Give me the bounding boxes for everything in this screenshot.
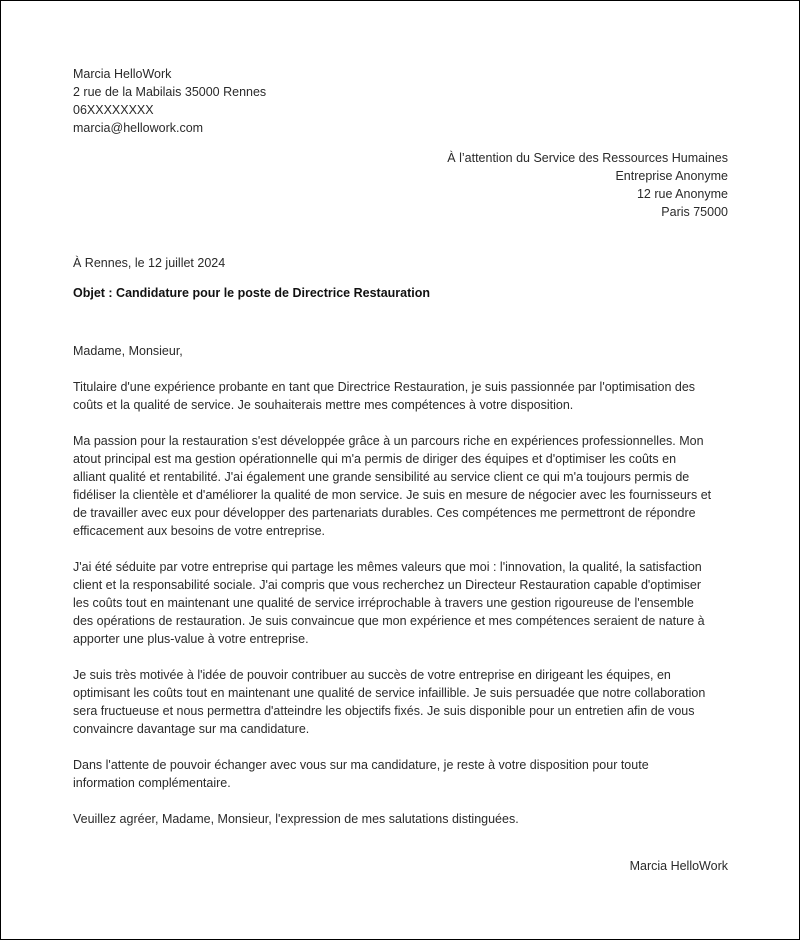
paragraph-line: apporter une plus-value à votre entreprise.	[73, 632, 309, 646]
paragraph-line: Ma passion pour la restauration s'est développée grâce à un parcours riche en expériences professionnelles. Mon	[73, 434, 704, 448]
sender-phone: 06XXXXXXXX	[73, 103, 154, 117]
paragraph-line: sera fructueuse et nous permettra d'atteindre les objectifs fixés. Je suis disponible pour un entretien afin de vous	[73, 704, 695, 718]
paragraph-line: client et la responsabilité sociale. J'ai compris que vous recherchez un Directeur Restauration capable d'optimiser	[73, 578, 702, 592]
paragraph-line: convaincre davantage sur ma candidature.	[73, 722, 310, 736]
subject-line: Objet : Candidature pour le poste de Directrice Restauration	[73, 286, 431, 300]
paragraph-line: Titulaire d'une expérience probante en tant que Directrice Restauration, je suis passionnée par l'optimisation des	[73, 380, 696, 394]
paragraph-line: optimisant les coûts tout en maintenant une qualité de service infaillible. Je suis persuadée que notre collaboration	[73, 686, 706, 700]
paragraph-line: information complémentaire.	[73, 776, 231, 790]
paragraph-line: Je suis très motivée à l'idée de pouvoir contribuer au succès de votre entreprise en dirigeant les équipes, en	[73, 668, 671, 682]
recipient-attention: À l’attention du Service des Ressources Humaines	[447, 151, 728, 165]
paragraph-line: fidéliser la clientèle et d'améliorer la qualité de mon service. Je suis en mesure de négocier avec les fournisseurs et	[73, 488, 712, 502]
closing-formula	[73, 810, 733, 828]
paragraph-line: efficacement aux besoins de votre entreprise.	[73, 524, 325, 538]
letter-body	[73, 342, 733, 846]
paragraph-5	[73, 756, 733, 792]
paragraph-1	[73, 378, 733, 414]
salutation: Madame, Monsieur,	[73, 344, 183, 358]
paragraph-line: J'ai été séduite par votre entreprise qui partage les mêmes valeurs que moi : l'innovation, la qualité, la satisfaction	[73, 560, 702, 574]
sender-email: marcia@hellowork.com	[73, 121, 204, 135]
recipient-street: 12 rue Anonyme	[636, 187, 728, 201]
paragraph-line: Veuillez agréer, Madame, Monsieur, l'expression de mes salutations distinguées.	[73, 812, 519, 826]
paragraph-line: alliant qualité et rentabilité. J'ai également une grande sensibilité au service client ce qui m'a toujours permis de	[73, 470, 690, 484]
paragraph-line: les coûts tout en maintenant une qualité de service irréprochable à travers une gestion rigoureuse de l'ensemble	[73, 596, 694, 610]
paragraph-line: coûts et la qualité de service. Je souhaiterais mettre mes compétences à votre disposition.	[73, 398, 574, 412]
paragraph-2	[73, 432, 733, 540]
sender-address: 2 rue de la Mabilais 35000 Rennes	[73, 85, 267, 99]
sender-block	[73, 65, 266, 137]
date-line: À Rennes, le 12 juillet 2024	[73, 256, 226, 270]
sender-name: Marcia HelloWork	[73, 67, 172, 81]
paragraph-line: des opérations de restauration. Je suis convaincue que mon expérience et mes compétences seraient de nature à	[73, 614, 705, 628]
paragraph-line: atout principal est ma gestion opérationnelle qui m'a permis de diriger des équipes et d'optimiser les coûts en	[73, 452, 677, 466]
recipient-company: Entreprise Anonyme	[615, 169, 728, 183]
signature: Marcia HelloWork	[629, 859, 728, 873]
paragraph-line: de travailler avec eux pour développer des partenariats durables. Ces compétences me permettront de répondre	[73, 506, 696, 520]
recipient-block	[447, 149, 728, 221]
recipient-city: Paris 75000	[661, 205, 728, 219]
paragraph-4	[73, 666, 733, 738]
paragraph-3	[73, 558, 733, 648]
paragraph-line: Dans l'attente de pouvoir échanger avec vous sur ma candidature, je reste à votre disposition pour toute	[73, 758, 649, 772]
